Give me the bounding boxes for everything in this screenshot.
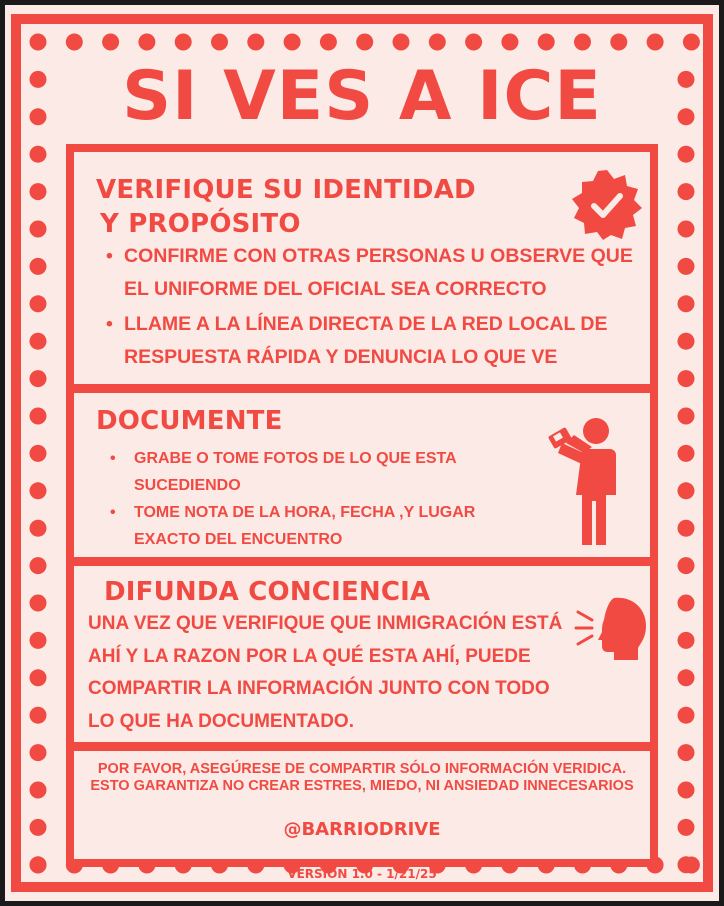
verify-bullet-2: • LLAME A LA LÍNEA DIRECTA DE LA RED LOCAL DE RESPUESTA RÁPIDA Y DENUNCIA LO QUE VE <box>104 308 654 374</box>
verify-bullet-1: • CONFIRME CON OTRAS PERSONAS U OBSERVE QUE EL UNIFORME DEL OFICIAL SEA CORRECTO <box>104 240 654 306</box>
spread-section <box>74 566 650 742</box>
poster <box>5 5 719 901</box>
verify-section <box>74 152 650 384</box>
content-frame <box>66 144 658 867</box>
document-heading: DOCUMENTE <box>96 406 283 436</box>
poster-title: SI VES A ICE <box>122 57 602 136</box>
document-section <box>74 393 650 557</box>
speaking-head-icon <box>574 594 650 662</box>
document-bullet-list <box>108 445 538 553</box>
verify-bullet-list <box>104 240 654 376</box>
verified-badge-icon <box>572 170 642 240</box>
spread-heading: DIFUNDA CONCIENCIA <box>104 577 431 607</box>
verify-heading-line1: VERIFIQUE SU IDENTIDAD <box>96 175 476 205</box>
document-bullet-2: • TOME NOTA DE LA HORA, FECHA ,Y LUGAR EXACTO DEL ENCUENTRO <box>108 499 538 553</box>
verify-heading-line2: Y PROPÓSITO <box>100 209 301 239</box>
notice-text: POR FAVOR, ASEGÚRESE DE COMPARTIR SÓLO INFORMACIÓN VERIDICA. ESTO GARANTIZA NO CREAR ESTRES, MIEDO, NI ANSIEDAD INNECESARIOS <box>90 761 634 794</box>
spread-paragraph: UNA VEZ QUE VERIFIQUE QUE INMIGRACIÓN ESTÁ AHÍ Y LA RAZON POR LA QUÉ ESTA AHÍ, PUEDE COMPARTIR LA INFORMACIÓN JUNTO CON TODO LO QUE HA DOCUMENTADO. <box>88 613 563 732</box>
document-bullet-1: • GRABE O TOME FOTOS DE LO QUE ESTA SUCEDIENDO <box>108 445 538 499</box>
notice-section <box>74 751 650 859</box>
person-taking-photo-icon <box>544 413 624 548</box>
version-label: VERSIÓN 1.0 - 1/21/25 <box>287 867 437 881</box>
social-handle: @BARRIODRIVE <box>283 819 441 840</box>
